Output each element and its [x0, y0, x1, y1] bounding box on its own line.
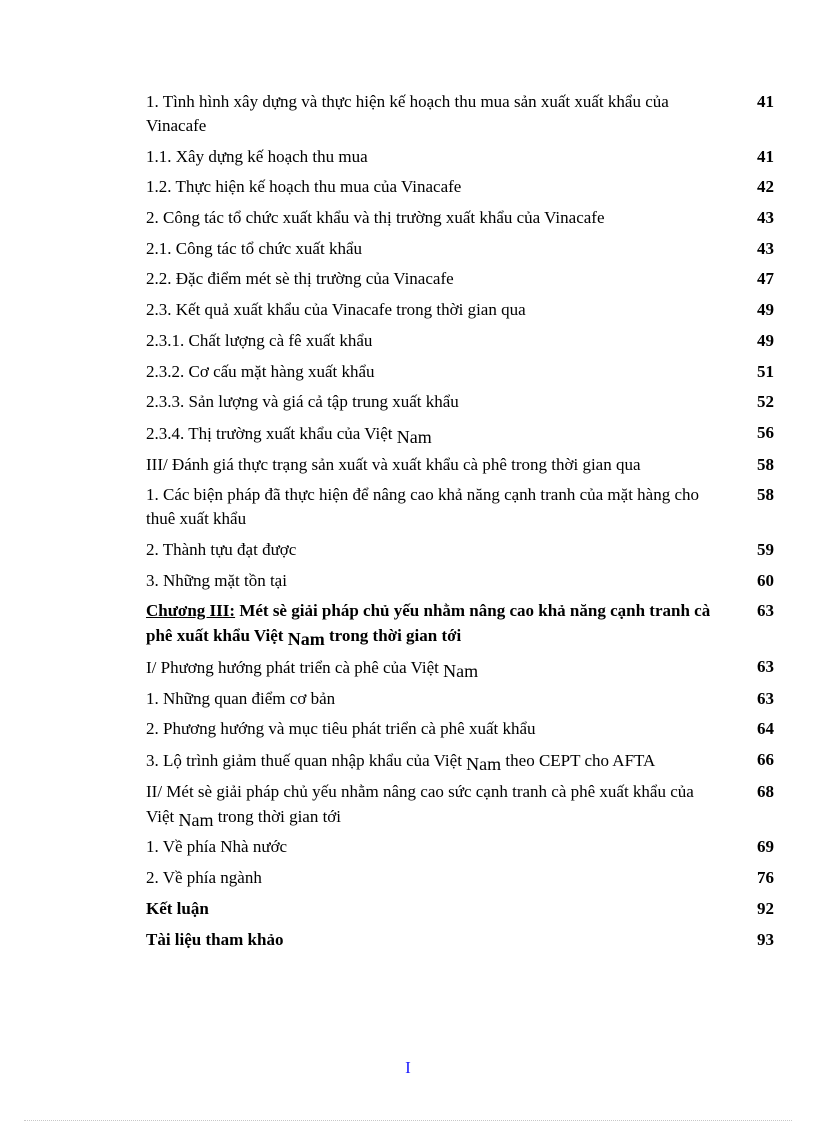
- toc-entry-page: 43: [757, 208, 774, 228]
- toc-entry: [146, 298, 774, 322]
- toc-entry-title: [146, 780, 714, 829]
- toc-entry-title: 1.1. Xây dựng kế hoạch thu mua: [146, 146, 368, 166]
- toc-entry: [146, 569, 774, 593]
- toc-entry-page: 43: [757, 238, 774, 258]
- toc-entry: [146, 835, 774, 859]
- toc-entry-title: 2.2. Đặc điểm mét sè thị trường của Vinacafe: [146, 269, 454, 289]
- toc-entry: [146, 267, 774, 291]
- toc-entry: [146, 655, 774, 680]
- toc-entry: [146, 237, 774, 261]
- toc-entry-page: 41: [757, 92, 774, 111]
- toc-entry-title: [146, 599, 714, 648]
- page-number: I: [405, 1058, 411, 1077]
- toc-entry-page: 58: [757, 454, 774, 474]
- toc-entry-title-text: trong thời gian tới: [213, 806, 342, 826]
- toc-entry-title: 2. Phương hướng và mục tiêu phát triển cà phê xuất khẩu: [146, 719, 536, 739]
- toc-entry-page: 69: [757, 837, 774, 857]
- toc-entry-page: 64: [757, 719, 774, 739]
- toc-entry-title: 2.1. Công tác tổ chức xuất khẩu: [146, 238, 362, 258]
- toc-entry-title: 1.2. Thực hiện kế hoạch thu mua của Vinacafe: [146, 177, 462, 197]
- toc-entry-title: 2.3.3. Sản lượng và giá cả tập trung xuất khẩu: [146, 392, 459, 412]
- toc-entry-title-text: theo CEPT cho AFTA: [501, 751, 656, 771]
- toc-entry: [146, 329, 774, 353]
- toc-entry-title: Tài liệu tham khảo: [146, 929, 284, 949]
- toc-entry: [146, 360, 774, 384]
- toc-entry-page: 76: [757, 868, 774, 888]
- toc-entry-conclusion: [146, 897, 774, 921]
- toc-entry: [146, 538, 774, 562]
- toc-entry-page: 41: [757, 146, 774, 166]
- toc-entry-title: 1. Những quan điểm cơ bản: [146, 688, 336, 708]
- toc-entry-title: III/ Đánh giá thực trạng sản xuất và xuất khẩu cà phê trong thời gian qua: [146, 454, 641, 474]
- toc-entry-title: 3. Những mặt tồn tại: [146, 570, 287, 590]
- toc-entry-page: 60: [757, 570, 774, 590]
- toc-entry-page: 42: [757, 177, 774, 197]
- toc-entry-title-text: 3. Lộ trình giảm thuế quan nhập khẩu của Việt: [146, 751, 467, 771]
- toc-entry-page: 92: [757, 898, 774, 918]
- toc-entry-page: 93: [757, 929, 774, 949]
- toc-entry-page: 49: [757, 300, 774, 320]
- toc-entry-references: [146, 928, 774, 952]
- toc-entry-title: 2. Về phía ngành: [146, 868, 262, 888]
- toc-entry-page: 52: [757, 392, 774, 412]
- table-of-contents: [146, 90, 774, 958]
- toc-entry-title-nam: Nam: [287, 629, 325, 650]
- toc-entry-page: 66: [757, 750, 774, 770]
- toc-entry-title: [146, 421, 714, 446]
- toc-entry-title: 2.3.2. Cơ cấu mặt hàng xuất khẩu: [146, 361, 375, 381]
- toc-entry: [146, 717, 774, 741]
- toc-entry-title: [146, 748, 714, 773]
- toc-entry-title-nam: Nam: [396, 426, 432, 447]
- toc-entry: [146, 421, 774, 446]
- toc-entry-title: Kết luận: [146, 898, 209, 918]
- toc-entry: [146, 145, 774, 169]
- toc-entry-page: 58: [757, 485, 774, 505]
- toc-entry-page: 49: [757, 330, 774, 350]
- chapter-label: Chương III:: [146, 601, 236, 621]
- toc-entry-title: 1. Về phía Nhà nước: [146, 837, 288, 857]
- toc-entry-title-nam: Nam: [443, 661, 479, 681]
- toc-entry-page: 63: [757, 688, 774, 708]
- toc-entry: [146, 687, 774, 711]
- toc-entry: [146, 175, 774, 199]
- toc-entry-title: 2. Công tác tổ chức xuất khẩu và thị trường xuất khẩu của Vinacafe: [146, 208, 605, 228]
- toc-entry-title-text: Mét sè giải pháp chủ yếu nhằm nâng cao khả năng cạnh tranh cà phê xuất khẩu Việt: [146, 601, 711, 646]
- toc-entry-title: 1. Tình hình xây dựng và thực hiện kế hoạch thu mua sản xuất xuất khẩu của Vinacafe: [146, 92, 669, 135]
- toc-entry-title-text: I/ Phương hướng phát triển cà phê của Việt: [146, 658, 444, 677]
- toc-entry: [146, 390, 774, 414]
- toc-entry-title: 2.3.1. Chất lượng cà fê xuất khẩu: [146, 330, 373, 350]
- toc-entry-title-text: 2.3.4. Thị trường xuất khẩu của Việt: [146, 423, 397, 443]
- toc-chapter-entry: [146, 599, 774, 648]
- toc-entry: [146, 866, 774, 890]
- toc-entry-title: 1. Các biện pháp đã thực hiện để nâng cao khả năng cạnh tranh của mặt hàng cho thuê xuất khẩu: [146, 485, 700, 529]
- toc-entry-title-text: trong thời gian tới: [324, 626, 462, 646]
- toc-entry: [146, 748, 774, 773]
- toc-entry-page: 68: [757, 781, 774, 801]
- page-bottom-divider: [24, 1120, 792, 1121]
- toc-entry: [146, 780, 774, 829]
- toc-entry: [146, 483, 774, 531]
- toc-entry: [146, 90, 774, 138]
- toc-entry-page: 63: [757, 601, 774, 621]
- toc-entry-title-nam: Nam: [466, 754, 502, 775]
- toc-entry-page: 63: [757, 657, 774, 676]
- toc-entry-page: 51: [757, 361, 774, 381]
- toc-entry-page: 56: [757, 422, 774, 442]
- toc-entry-title: 2.3. Kết quả xuất khẩu của Vinacafe trong thời gian qua: [146, 300, 526, 320]
- toc-entry-title-nam: Nam: [178, 809, 214, 830]
- toc-entry: [146, 453, 774, 477]
- toc-entry-title: 2. Thành tựu đạt được: [146, 539, 297, 559]
- toc-entry-title-text: II/ Mét sè giải pháp chủ yếu nhằm nâng cao sức cạnh tranh cà phê xuất khẩu của Việt: [146, 781, 694, 826]
- toc-entry-page: 59: [757, 539, 774, 559]
- toc-entry-page: 47: [757, 269, 774, 289]
- toc-entry: [146, 206, 774, 230]
- toc-entry-title: [146, 655, 714, 680]
